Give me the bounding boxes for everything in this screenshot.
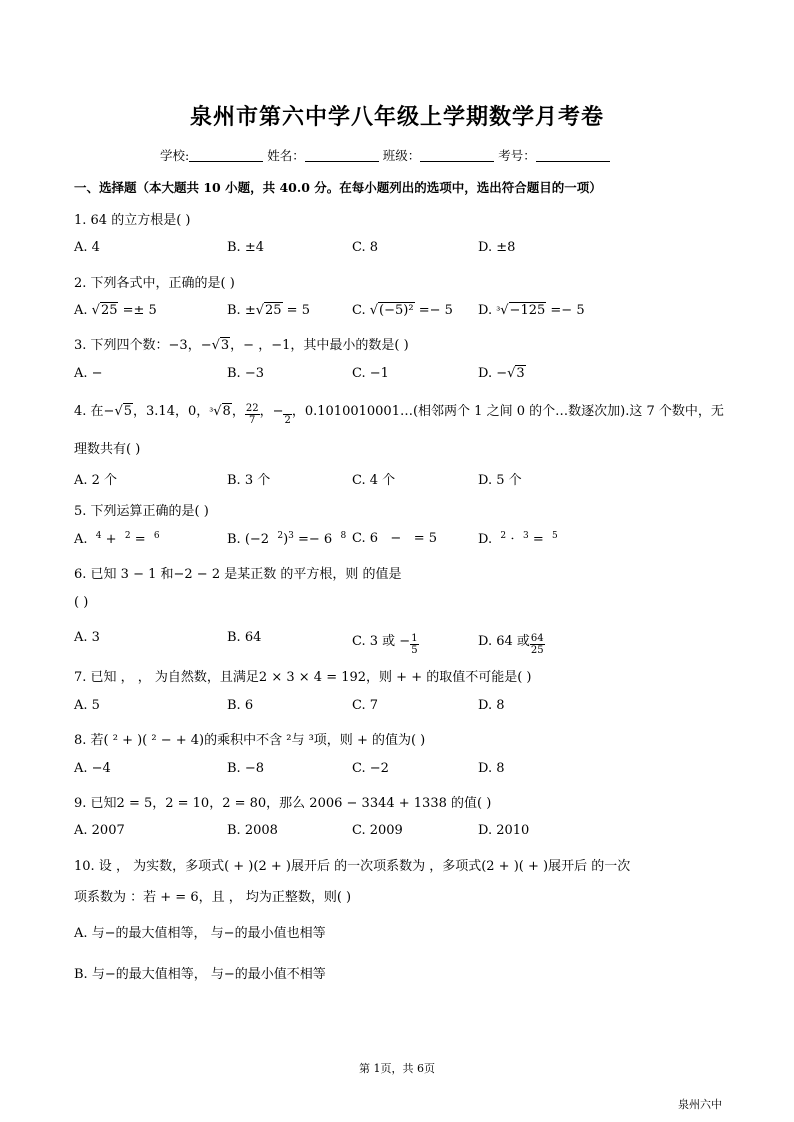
q8-option-a: A. −4 <box>74 761 111 776</box>
q3-option-d: D. −√3 <box>478 366 525 381</box>
question-3: 3. 下列四个数：−3，−√3，− ，−1，其中最小的数是( ) <box>74 338 409 353</box>
q6-option-c: C. 3 或 − $\frac{1}{5}$ <box>352 633 418 656</box>
q1-option-b: B. ±4 <box>227 240 264 255</box>
q5-option-d: D. $^2$ ⋅ $^3$ = $^5$ <box>478 531 558 547</box>
section-heading: 一、选择题（本大题共 10 小题，共 40.0 分。在每小题列出的选项中，选出符合题目的一项） <box>74 180 602 195</box>
question-4-line2: 理数共有( ) <box>74 442 141 457</box>
q2-option-d: D. ³√−125 =− 5 <box>478 303 585 318</box>
q4-option-a: A. 2 个 <box>74 473 118 488</box>
q5-option-b: B. (−2 $^2$)$^3$ =− 6 $^8$ <box>227 531 347 547</box>
question-10: 10. 设 ， 为实数，多项式( + )(2 + )展开后 的一次项系数为 ，多项式(2 + )( + )展开后 的一次 <box>74 859 631 874</box>
q1-option-d: D. ±8 <box>478 240 516 255</box>
q4-option-d: D. 5 个 <box>478 473 522 488</box>
number-blank[interactable] <box>536 148 610 162</box>
q9-option-c: C. 2009 <box>352 823 403 838</box>
question-6-paren: ( ) <box>74 595 89 610</box>
q9-option-d: D. 2010 <box>478 823 530 838</box>
q6-option-a: A. 3 <box>74 630 100 645</box>
q4-option-b: B. 3 个 <box>227 473 271 488</box>
q7-option-b: B. 6 <box>227 698 254 713</box>
q7-option-d: D. 8 <box>478 698 505 713</box>
question-1: 1. 64 的立方根是( ) <box>74 213 191 228</box>
number-label: 考号： <box>498 148 536 163</box>
q3-option-c: C. −1 <box>352 366 389 381</box>
question-4: 4. 在−√5，3.14，0，³√8， $\frac{22}{7}$ ，− 2 ，0.1010010001…(相邻两个 1 之间 0 的个…数逐次加).这 7 个数中，无 <box>74 403 724 426</box>
class-label: 班级： <box>382 148 421 163</box>
question-2: 2. 下列各式中，正确的是( ) <box>74 276 235 291</box>
q8-option-b: B. −8 <box>227 761 264 776</box>
school-label: 学校: <box>160 148 190 163</box>
q5-option-a: A. $^4$ + $^2$ = $^6$ <box>74 531 160 547</box>
q9-option-a: A. 2007 <box>74 823 125 838</box>
question-7: 7. 已知 ， ， 为自然数，且满足2 × 3 × 4 = 192，则 + + 的取值不可能是( ) <box>74 670 532 685</box>
question-5: 5. 下列运算正确的是( ) <box>74 504 209 519</box>
page-footer: 第 1页，共 6页 <box>359 1062 435 1075</box>
q7-option-a: A. 5 <box>74 698 100 713</box>
q2-option-b: B. ±√25 = 5 <box>227 303 310 318</box>
student-info-row <box>160 146 610 164</box>
question-6: 6. 已知 3 − 1 和−2 − 2 是某正数 的平方根，则 的值是 <box>74 567 402 582</box>
question-10-line2: 项系数为 ：若 + = 6，且 ， 均为正整数，则( ) <box>74 890 352 905</box>
name-label: 姓名： <box>267 148 305 163</box>
q10-option-b: B. 与−的最大值相等， 与−的最小值不相等 <box>74 967 326 982</box>
exam-title: 泉州市第六中学八年级上学期数学月考卷 <box>189 104 604 130</box>
q6-option-d: D. 64 或 $\frac{64}{25}$ <box>478 633 544 656</box>
q4-option-c: C. 4 个 <box>352 473 396 488</box>
school-mark: 泉州六中 <box>678 1098 722 1111</box>
q10-option-a: A. 与−的最大值相等， 与−的最小值也相等 <box>74 926 326 941</box>
q2-option-a: A. √25 =± 5 <box>74 303 157 318</box>
name-blank[interactable] <box>305 148 379 162</box>
q3-option-b: B. −3 <box>227 366 264 381</box>
class-blank[interactable] <box>420 148 494 162</box>
question-8: 8. 若( ² + )( ² − + 4)的乘积中不含 ²与 ³项，则 + 的值为( ) <box>74 733 426 748</box>
q1-option-c: C. 8 <box>352 240 379 255</box>
q5-option-c: C. 6 − = 5 <box>352 531 438 546</box>
q7-option-c: C. 7 <box>352 698 379 713</box>
school-blank[interactable] <box>189 148 263 162</box>
question-9: 9. 已知2 = 5，2 = 10，2 = 80，那么 2006 − 3344 + 1338 的值( ) <box>74 796 492 811</box>
q2-option-c: C. √(−5)² =− 5 <box>352 303 453 318</box>
q3-option-a: A. − <box>74 366 103 381</box>
q1-option-a: A. 4 <box>74 240 100 255</box>
q8-option-d: D. 8 <box>478 761 505 776</box>
q9-option-b: B. 2008 <box>227 823 278 838</box>
q6-option-b: B. 64 <box>227 630 262 645</box>
q8-option-c: C. −2 <box>352 761 389 776</box>
